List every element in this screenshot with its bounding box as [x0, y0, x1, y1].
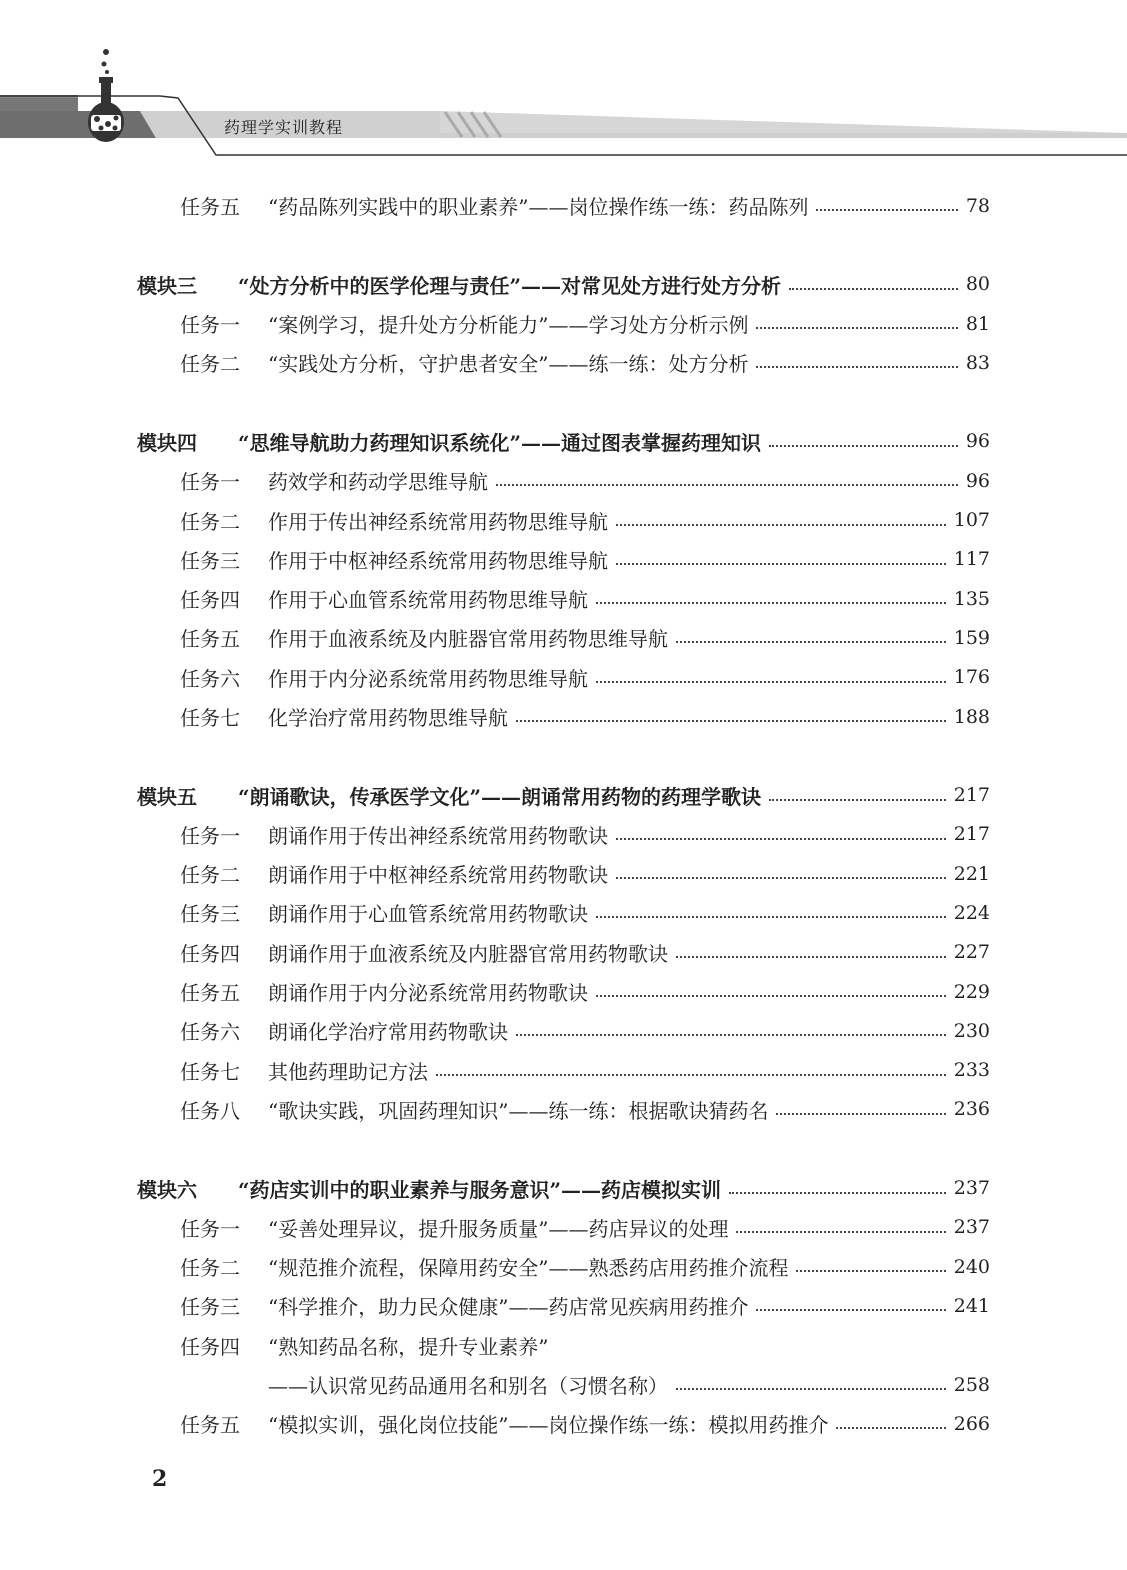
toc-module-entry[interactable] [0, 775, 1127, 814]
entry-title-line [268, 466, 990, 495]
entry-title-line [268, 506, 990, 535]
dot-leader [676, 955, 946, 958]
dot-leader [756, 365, 957, 368]
entry-page-number: 227 [953, 941, 990, 964]
entry-title: “实践处方分析，守护患者安全”——练一练：处方分析 [268, 352, 749, 377]
toc-module-entry[interactable] [0, 265, 1127, 304]
toc-task-entry[interactable] [0, 461, 1127, 500]
toc-task-entry[interactable] [0, 1247, 1127, 1286]
entry-title: 化学治疗常用药物思维导航 [268, 706, 508, 730]
entry-title-line [238, 427, 990, 456]
toc-module-entry[interactable] [0, 422, 1127, 461]
toc-task-entry[interactable] [0, 1404, 1127, 1443]
entry-label: 任务一 [180, 313, 240, 338]
entry-page-number: 217 [953, 784, 990, 807]
entry-title-line [268, 1016, 990, 1045]
toc-task-entry[interactable] [0, 658, 1127, 697]
entry-label: 任务六 [180, 666, 240, 691]
entry-title: “案例学习，提升处方分析能力”——学习处方分析示例 [268, 313, 749, 338]
entry-label: 任务三 [180, 1295, 240, 1320]
entry-label: 任务四 [180, 941, 240, 966]
dot-leader [796, 1269, 945, 1272]
entry-title: 作用于传出神经系统常用药物思维导航 [268, 509, 608, 534]
dot-leader [676, 640, 946, 643]
entry-page-number: 81 [965, 312, 990, 335]
entry-title: “科学推介，助力民众健康”——药店常见疾病用药推介 [268, 1295, 749, 1320]
entry-page-number: 217 [953, 823, 990, 846]
entry-page-number: 230 [953, 1019, 990, 1042]
entry-page-number: 159 [953, 626, 990, 649]
toc-task-entry[interactable] [0, 815, 1127, 854]
entry-title-line [268, 663, 990, 692]
entry-title-line [268, 702, 990, 731]
entry-page-number: 241 [953, 1294, 990, 1317]
entry-title: 朗诵作用于心血管系统常用药物歌诀 [268, 902, 588, 927]
entry-title: 作用于心血管系统常用药物思维导航 [268, 588, 588, 613]
dot-leader [616, 837, 946, 840]
entry-title-line [268, 1409, 990, 1438]
entry-title: “处方分析中的医学伦理与责任”——对常见处方进行处方分析 [238, 273, 782, 298]
entry-title: 作用于中枢神经系统常用药物思维导航 [268, 548, 608, 573]
entry-label: 任务二 [180, 509, 240, 534]
entry-label: 任务二 [180, 863, 240, 888]
entry-page-number: 176 [953, 666, 990, 689]
toc-task-entry[interactable] [0, 933, 1127, 972]
toc-task-entry[interactable] [0, 854, 1127, 893]
toc-task-entry[interactable] [0, 893, 1127, 932]
dot-leader [769, 798, 946, 801]
entry-label: 任务一 [180, 470, 240, 495]
dot-leader [596, 915, 946, 918]
entry-page-number: 117 [953, 548, 990, 571]
entry-title: “思维导航助力药理知识系统化”——通过图表掌握药理知识 [238, 430, 762, 455]
toc-task-entry[interactable] [0, 1051, 1127, 1090]
entry-label: 模块四 [137, 430, 197, 455]
dot-leader [616, 523, 946, 526]
dot-leader [836, 1426, 945, 1429]
entry-title: 药效学和药动学思维导航 [268, 470, 488, 495]
header-banner-graphic [0, 0, 1127, 160]
toc-task-entry[interactable] [0, 1208, 1127, 1247]
toc-task-entry[interactable] [0, 304, 1127, 343]
entry-page-number: 237 [953, 1216, 990, 1239]
table-of-contents [0, 186, 1127, 1444]
dot-leader [596, 601, 946, 604]
toc-task-entry[interactable] [0, 343, 1127, 382]
dot-leader [816, 208, 957, 211]
entry-title-line [268, 1056, 990, 1085]
entry-title-line [268, 938, 990, 967]
entry-page-number: 107 [953, 509, 990, 532]
entry-label: 模块五 [137, 784, 197, 809]
dot-leader [596, 994, 946, 997]
entry-title-line [268, 898, 990, 927]
entry-label: 任务四 [180, 1334, 240, 1359]
entry-title-line [268, 1095, 990, 1124]
dot-leader [516, 1033, 946, 1036]
entry-label: 任务七 [180, 706, 240, 730]
entry-title: “模拟实训，强化岗位技能”——岗位操作练一练：模拟用药推介 [268, 1413, 829, 1438]
toc-task-entry[interactable] [0, 1326, 1127, 1365]
entry-title: 朗诵化学治疗常用药物歌诀 [268, 1020, 508, 1045]
entry-page-number: 96 [965, 430, 990, 453]
dot-leader [756, 326, 957, 329]
dot-leader [729, 1191, 946, 1194]
entry-label: 任务七 [180, 1059, 240, 1084]
entry-label: 模块六 [137, 1177, 197, 1202]
entry-title: 朗诵作用于内分泌系统常用药物歌诀 [268, 981, 588, 1006]
entry-title: “妥善处理异议，提升服务质量”——药店异议的处理 [268, 1216, 729, 1241]
toc-task-entry[interactable] [0, 540, 1127, 579]
entry-title-line [238, 270, 990, 299]
entry-title: 作用于血液系统及内脏器官常用药物思维导航 [268, 627, 668, 652]
entry-page-number: 229 [953, 980, 990, 1003]
entry-page-number: 224 [953, 901, 990, 924]
entry-title: ——认识常见药品通用名和别名（习惯名称） [268, 1374, 668, 1399]
dot-leader [789, 287, 958, 290]
entry-title-line [238, 781, 990, 810]
dot-leader [736, 1230, 945, 1233]
entry-title: “规范推介流程，保障用药安全”——熟悉药店用药推介流程 [268, 1256, 789, 1281]
entry-title: “药店实训中的职业素养与服务意识”——药店模拟实训 [238, 1177, 722, 1202]
entry-title: “药品陈列实践中的职业素养”——岗位操作练一练：药品陈列 [268, 195, 809, 220]
entry-page-number: 83 [965, 351, 990, 374]
running-header [0, 0, 1127, 160]
toc-module-entry[interactable] [0, 1168, 1127, 1207]
entry-page-number: 258 [953, 1373, 990, 1396]
dot-leader [676, 1387, 946, 1390]
entry-label: 任务二 [180, 352, 240, 377]
entry-title-line [268, 859, 990, 888]
entry-title: 朗诵作用于血液系统及内脏器官常用药物歌诀 [268, 941, 668, 966]
entry-title-line [268, 1370, 990, 1399]
entry-page-number: 80 [965, 273, 990, 296]
page-number: 2 [152, 1466, 168, 1492]
entry-title: 朗诵作用于传出神经系统常用药物歌诀 [268, 823, 608, 848]
entry-page-number: 78 [965, 194, 990, 217]
entry-page-number: 266 [953, 1412, 990, 1435]
dot-leader [756, 1308, 945, 1311]
toc-task-entry[interactable] [0, 1090, 1127, 1129]
entry-label: 任务八 [180, 1098, 240, 1123]
entry-page-number: 135 [953, 587, 990, 610]
toc-task-entry[interactable] [0, 500, 1127, 539]
entry-title-line [268, 820, 990, 849]
entry-page-number: 236 [953, 1098, 990, 1121]
entry-title: 作用于内分泌系统常用药物思维导航 [268, 666, 588, 691]
entry-page-number: 96 [965, 469, 990, 492]
dot-leader [436, 1073, 946, 1076]
entry-title-line [238, 1174, 990, 1203]
toc-task-entry[interactable] [0, 972, 1127, 1011]
toc-task-entry[interactable] [0, 1286, 1127, 1325]
entry-label: 任务二 [180, 1256, 240, 1281]
entry-label: 任务一 [180, 1216, 240, 1241]
entry-title-line [268, 1213, 990, 1242]
entry-title-line [268, 1331, 990, 1360]
entry-title: “歌诀实践，巩固药理知识”——练一练：根据歌诀猜药名 [268, 1098, 769, 1123]
dot-leader [496, 483, 958, 486]
entry-page-number: 221 [953, 862, 990, 885]
entry-title-line [268, 1252, 990, 1281]
entry-label: 任务五 [180, 1413, 240, 1438]
entry-title-line [268, 1291, 990, 1320]
dot-leader [516, 719, 946, 722]
toc-task-entry[interactable] [0, 186, 1127, 225]
entry-label: 任务五 [180, 981, 240, 1006]
toc-task-entry[interactable] [0, 697, 1127, 736]
entry-title: 其他药理助记方法 [268, 1059, 428, 1084]
entry-page-number: 237 [953, 1177, 990, 1200]
entry-title-line [268, 348, 990, 377]
entry-title: 朗诵作用于中枢神经系统常用药物歌诀 [268, 863, 608, 888]
entry-page-number: 240 [953, 1255, 990, 1278]
entry-page-number: 233 [953, 1059, 990, 1082]
entry-label: 任务五 [180, 195, 240, 220]
toc-task-entry[interactable] [0, 618, 1127, 657]
dot-leader [616, 562, 946, 565]
dot-leader [776, 1112, 945, 1115]
dot-leader [596, 680, 946, 683]
toc-task-entry[interactable] [0, 579, 1127, 618]
entry-label: 任务一 [180, 823, 240, 848]
book-title: 药理学实训教程 [224, 118, 344, 137]
entry-label: 任务三 [180, 902, 240, 927]
entry-label: 模块三 [137, 273, 197, 298]
entry-title-line [268, 977, 990, 1006]
entry-label: 任务五 [180, 627, 240, 652]
entry-label: 任务六 [180, 1020, 240, 1045]
entry-title: “熟知药品名称，提升专业素养” [268, 1334, 549, 1359]
entry-title-line [268, 545, 990, 574]
entry-label: 任务三 [180, 548, 240, 573]
entry-title-line [268, 191, 990, 220]
toc-task-entry[interactable] [0, 1011, 1127, 1050]
entry-title-line [268, 584, 990, 613]
entry-title: “朗诵歌诀，传承医学文化”——朗诵常用药物的药理学歌诀 [238, 784, 762, 809]
entry-title-line [268, 623, 990, 652]
entry-label: 任务四 [180, 588, 240, 613]
dot-leader [616, 876, 946, 879]
toc-task-entry[interactable] [0, 1365, 1127, 1404]
entry-page-number: 188 [953, 705, 990, 728]
entry-title-line [268, 309, 990, 338]
dot-leader [769, 444, 958, 447]
